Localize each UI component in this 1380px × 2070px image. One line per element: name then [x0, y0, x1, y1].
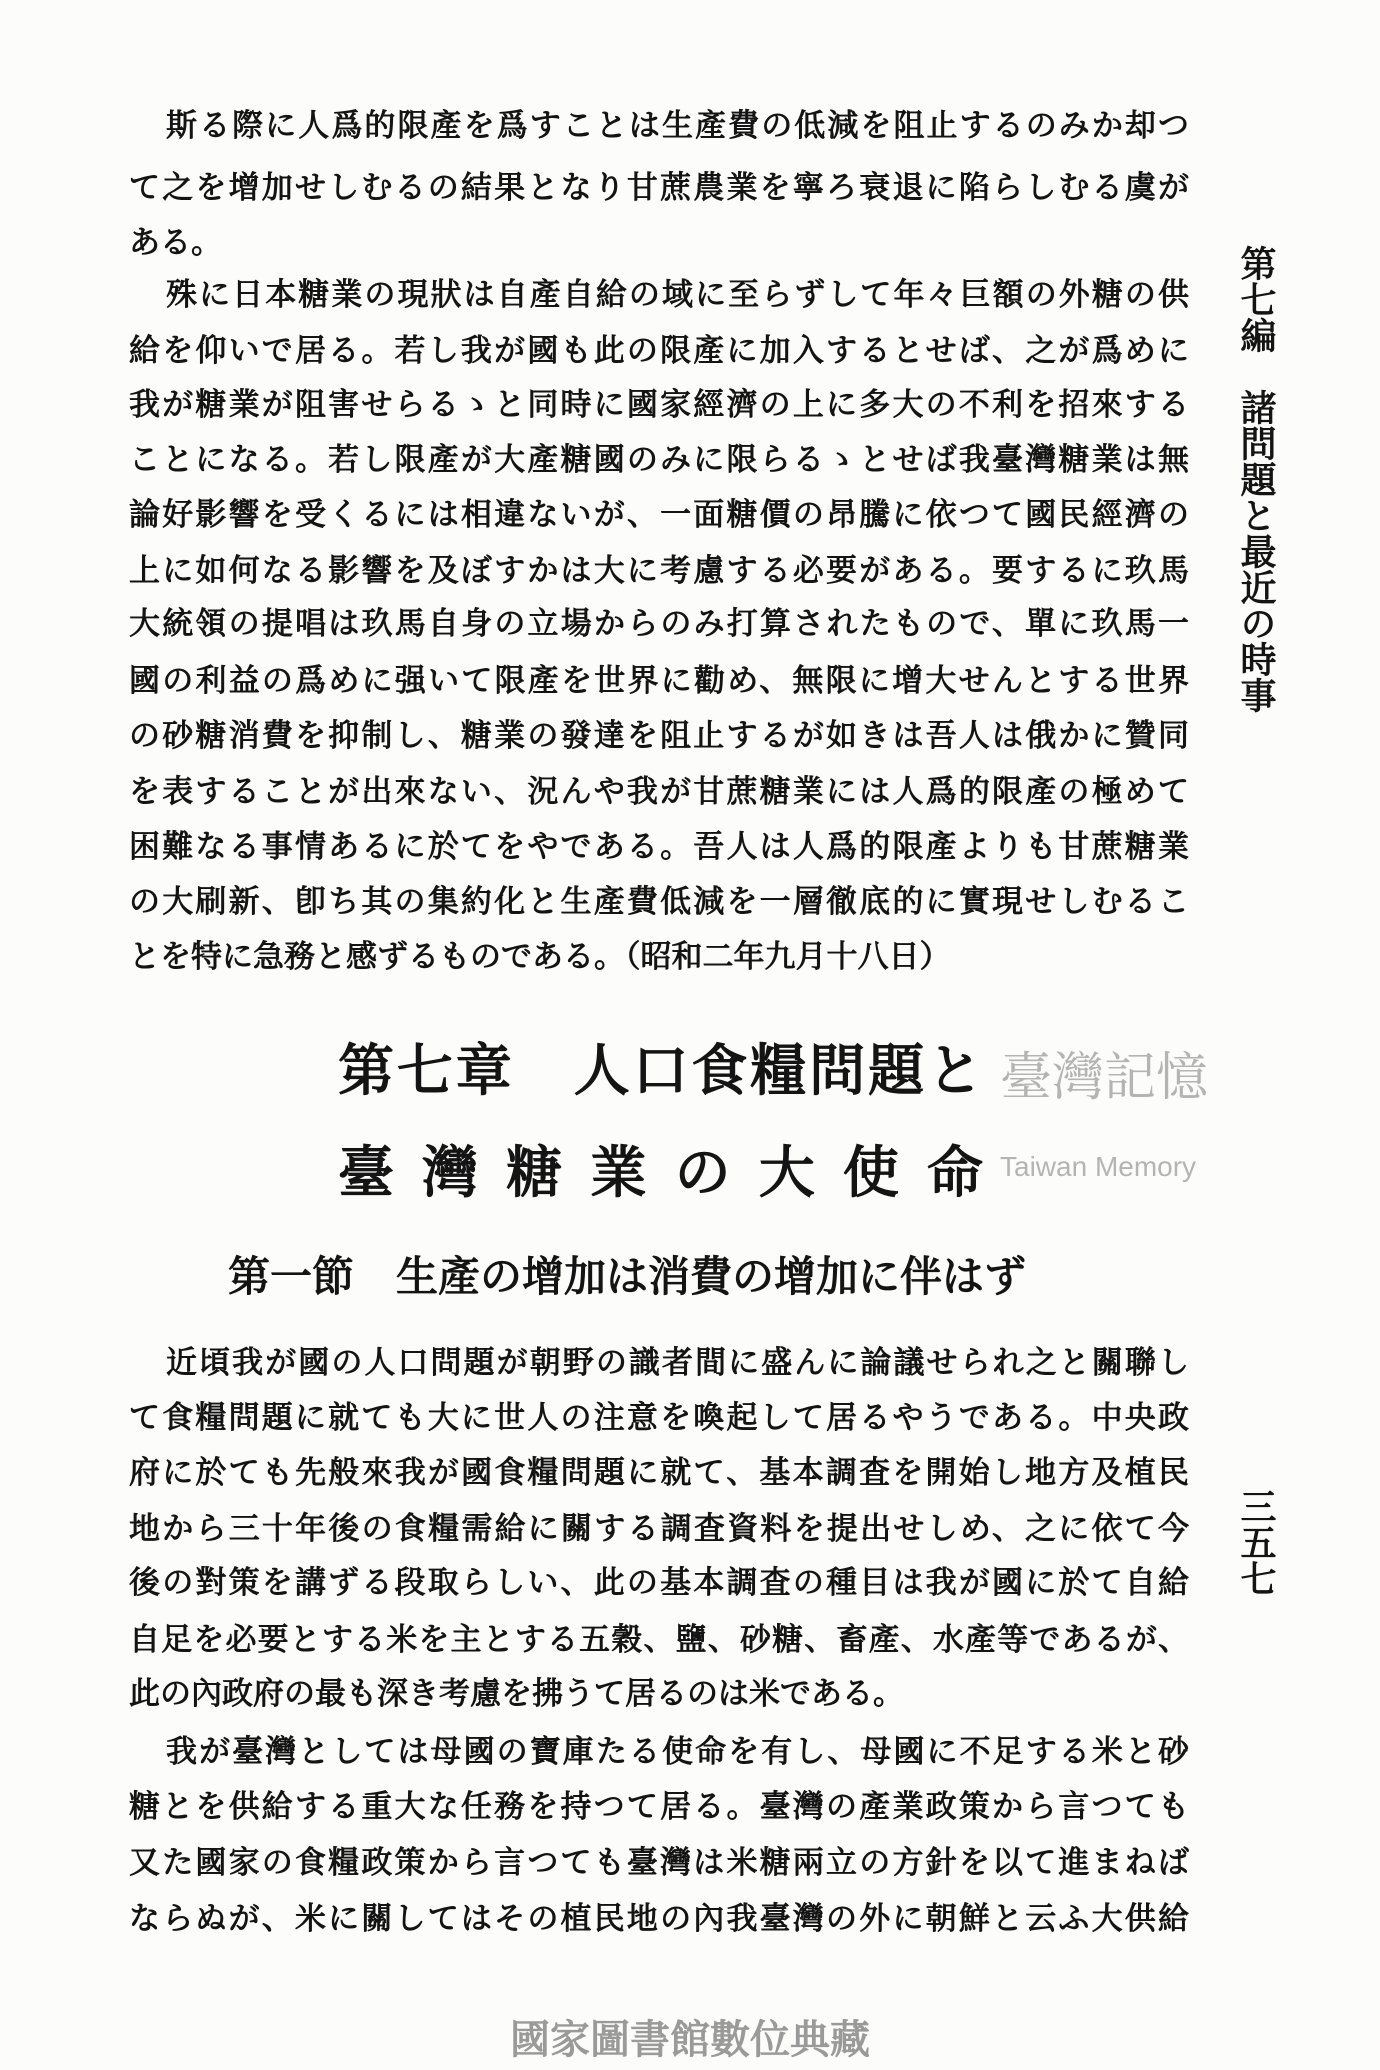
text-line: 大統領の提唱は玖馬自身の立場からのみ打算されたもので、單に玖馬一	[129, 606, 1189, 642]
text-line: 地から三十年後の食糧需給に關する調査資料を提出せしめ、之に依て今	[129, 1511, 1189, 1547]
text-line: 我が糖業が阻害せらるゝと同時に國家經濟の上に多大の不利を招來する	[129, 387, 1189, 423]
text-line: ある。	[129, 225, 222, 261]
text-line: 我が臺灣としては母國の寶庫たる使命を有し、母國に不足する米と砂	[166, 1734, 1189, 1770]
text-line: 困難なる事情あるに於てをやである。吾人は人爲的限產よりも甘蔗糖業	[129, 829, 1189, 865]
chapter-subtitle: 臺灣糖業の大使命	[338, 1141, 983, 1206]
text-line: 府に於ても先般來我が國食糧問題に就て、基本調査を開始し地方及植民	[129, 1455, 1189, 1491]
page-number: 三五七	[1235, 1488, 1277, 1596]
text-line: 糖とを供給する重大な任務を持つて居る。臺灣の產業政策から言つても	[129, 1789, 1189, 1825]
text-line: 自足を必要とする米を主とする五穀、鹽、砂糖、畜產、水產等であるが、	[129, 1622, 1189, 1658]
text-line: 後の對策を講ずる段取らしい、此の基本調査の種目は我が國に於て自給	[129, 1565, 1189, 1601]
text-line: 又た國家の食糧政策から言つても臺灣は米糖兩立の方針を以て進まねば	[129, 1845, 1189, 1881]
library-footer-watermark: 國家圖書館數位典藏	[510, 2017, 870, 2063]
section-title: 第一節 生產の增加は消費の增加に伴はず	[228, 1252, 1027, 1301]
text-line: の砂糖消費を抑制し、糖業の發達を阻止するが如きは吾人は俄かに贊同	[129, 718, 1189, 754]
taiwan-memory-watermark-text: Taiwan Memory	[1000, 1151, 1197, 1182]
text-line: の大刷新、卽ち其の集約化と生產費低減を一層徹底的に實現せしむるこ	[129, 884, 1189, 920]
text-line: て之を增加せしむるの結果となり甘蔗農業を寧ろ衰退に陷らしむる虞が	[129, 170, 1189, 206]
text-line: 斯る際に人爲的限產を爲すことは生產費の低減を阻止するのみか却つ	[166, 108, 1189, 144]
text-line: ならぬが、米に關してはその植民地の內我臺灣の外に朝鮮と云ふ大供給	[129, 1901, 1189, 1937]
text-line: 論好影響を受くるには相違ないが、一面糖價の昂騰に依つて國民經濟の	[129, 497, 1189, 533]
chapter-title: 第七章 人口食糧問題と	[338, 1039, 983, 1104]
text-line: 上に如何なる影響を及ぼすかは大に考慮する必要がある。要するに玖馬	[129, 553, 1189, 589]
text-line: て食糧問題に就ても大に世人の注意を喚起して居るやうである。中央政	[129, 1400, 1189, 1436]
taiwan-memory-watermark-logo: 臺灣記憶	[1000, 1048, 1209, 1108]
text-line: 給を仰いで居る。若し我が國も此の限產に加入するとせば、之が爲めに	[129, 333, 1189, 369]
text-line: 此の內政府の最も深き考慮を拂うて居るのは米である。	[129, 1676, 904, 1712]
text-line: 國の利益の爲めに强いて限產を世界に勸め、無限に增大せんとする世界	[129, 663, 1189, 699]
text-line: 殊に日本糖業の現狀は自產自給の域に至らずして年々巨額の外糖の供	[166, 277, 1189, 313]
text-line: ことになる。若し限產が大產糖國のみに限らるゝとせば我臺灣糖業は無	[129, 442, 1189, 478]
text-line: 近頃我が國の人口問題が朝野の識者間に盛んに論議せられ之と關聯し	[166, 1345, 1189, 1381]
running-header: 第七編 諸問題と最近の時事	[1235, 245, 1277, 713]
text-line: を表することが出來ない、況んや我が甘蔗糖業には人爲的限產の極めて	[129, 774, 1189, 810]
text-line: とを特に急務と感ずるものである。（昭和二年九月十八日）	[129, 939, 951, 975]
